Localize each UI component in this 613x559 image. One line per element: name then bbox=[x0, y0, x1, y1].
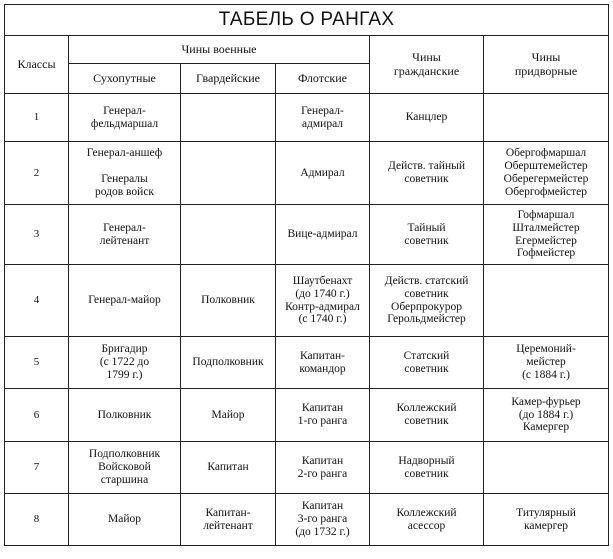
cell-guards: Майор bbox=[181, 389, 276, 442]
table-row bbox=[5, 389, 609, 442]
cell-land: Бригадир (с 1722 до 1799 г.) bbox=[69, 337, 181, 389]
cell-land: Генерал-аншеф Генералы родов войск bbox=[69, 142, 181, 205]
header-military: Чины военные bbox=[69, 36, 370, 64]
cell-naval: Шаутбенахт (до 1740 г.) Контр-адмирал (с 1740 г.) bbox=[276, 265, 370, 337]
table-row bbox=[5, 94, 609, 142]
table-row bbox=[5, 494, 609, 546]
cell-cls: 1 bbox=[5, 94, 69, 142]
cell-land: Генерал- лейтенант bbox=[69, 205, 181, 265]
cell-land: Генерал-майор bbox=[69, 265, 181, 337]
cell-land: Полковник bbox=[69, 389, 181, 442]
page-title: ТАБЕЛЬ О РАНГАХ bbox=[5, 5, 609, 36]
cell-guards bbox=[181, 142, 276, 205]
cell-guards bbox=[181, 94, 276, 142]
table-row bbox=[5, 442, 609, 494]
header-civil: Чины гражданские bbox=[370, 36, 484, 94]
cell-court: Гофмаршал Шталмейстер Егермейстер Гофмейстер bbox=[484, 205, 609, 265]
cell-naval: Капитан 1-го ранга bbox=[276, 389, 370, 442]
table-row bbox=[5, 337, 609, 389]
cell-court: Титулярный камергер bbox=[484, 494, 609, 546]
cell-civil: Канцлер bbox=[370, 94, 484, 142]
cell-guards: Капитан- лейтенант bbox=[181, 494, 276, 546]
cell-civil: Надворный советник bbox=[370, 442, 484, 494]
table-row bbox=[5, 142, 609, 205]
header-classes: Классы bbox=[5, 36, 69, 94]
cell-cls: 3 bbox=[5, 205, 69, 265]
header-court: Чины придворные bbox=[484, 36, 609, 94]
cell-court: Обергофмаршал Оберштемейстер Оберегермейстер Обергофмейстер bbox=[484, 142, 609, 205]
table-row bbox=[5, 205, 609, 265]
cell-naval: Вице-адмирал bbox=[276, 205, 370, 265]
header-land: Сухопутные bbox=[69, 64, 181, 94]
cell-naval: Капитан- командор bbox=[276, 337, 370, 389]
cell-cls: 5 bbox=[5, 337, 69, 389]
cell-civil: Коллежский асессор bbox=[370, 494, 484, 546]
cell-civil: Действ. тайный советник bbox=[370, 142, 484, 205]
cell-court bbox=[484, 94, 609, 142]
cell-cls: 2 bbox=[5, 142, 69, 205]
cell-cls: 6 bbox=[5, 389, 69, 442]
cell-guards bbox=[181, 205, 276, 265]
cell-civil: Тайный советник bbox=[370, 205, 484, 265]
cell-naval: Генерал- адмирал bbox=[276, 94, 370, 142]
cell-naval: Капитан 2-го ранга bbox=[276, 442, 370, 494]
cell-land: Подполковник Войсковой старшина bbox=[69, 442, 181, 494]
cell-court: Церемоний- мейстер (с 1884 г.) bbox=[484, 337, 609, 389]
cell-court bbox=[484, 442, 609, 494]
cell-civil: Статский советник bbox=[370, 337, 484, 389]
cell-land: Майор bbox=[69, 494, 181, 546]
cell-guards: Подполковник bbox=[181, 337, 276, 389]
cell-civil: Действ. статский советник Оберпрокурор Герольдмейстер bbox=[370, 265, 484, 337]
header-naval: Флотские bbox=[276, 64, 370, 94]
cell-civil: Коллежский советник bbox=[370, 389, 484, 442]
cell-cls: 4 bbox=[5, 265, 69, 337]
header-guards: Гвардейские bbox=[181, 64, 276, 94]
cell-naval: Капитан 3-го ранга (до 1732 г.) bbox=[276, 494, 370, 546]
cell-guards: Полковник bbox=[181, 265, 276, 337]
cell-cls: 8 bbox=[5, 494, 69, 546]
table-row bbox=[5, 265, 609, 337]
cell-naval: Адмирал bbox=[276, 142, 370, 205]
cell-land: Генерал- фельдмаршал bbox=[69, 94, 181, 142]
cell-court: Камер-фурьер (до 1884 г.) Камергер bbox=[484, 389, 609, 442]
cell-court bbox=[484, 265, 609, 337]
cell-cls: 7 bbox=[5, 442, 69, 494]
table-of-ranks bbox=[4, 4, 609, 546]
cell-guards: Капитан bbox=[181, 442, 276, 494]
